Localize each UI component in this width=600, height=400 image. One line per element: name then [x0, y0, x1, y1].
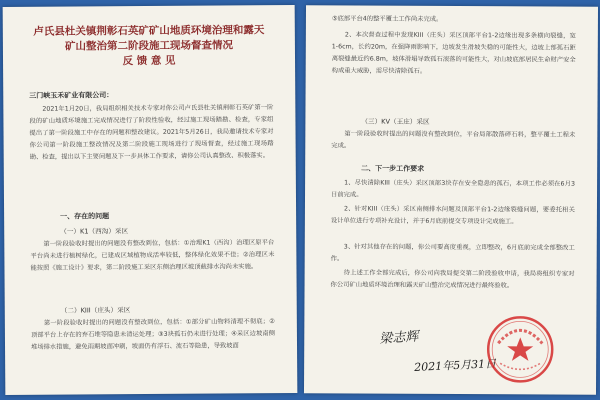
requirement-1: 1、尽快清除KIII（庄头）采区顶部3块存在安全隐患的孤石，本项工作必须在6月3日前完成。 — [331, 179, 576, 199]
intro-paragraph: 2021年1月20日，我局组织相关技术专家对你公司卢氏县杜关镇荆彰石英矿第一阶段的矿山地质环境施工完成情况进行了阶段性验收，经过施工现场踏勘、检查，专家组提出了第一阶段施工中存在的问题和整改建议。2021年5月26日，我局邀请技术专家对你公司第一阶段施工整改情况及第二阶段施工现场进行了现场督查，经过施工现场踏勘、检查，提出以下主要问题及下一步具体工作要求，请你公司认真整改、积极落实。 — [29, 104, 274, 161]
continued-paragraph: ⑤底部平台4的整平覆土工作尚未完成。 — [331, 15, 443, 23]
title-line-3: 反 馈 意 见 — [122, 54, 176, 68]
recipient-line: 三门峡玉禾矿业有限公司： — [29, 91, 114, 100]
signature-block — [304, 320, 596, 395]
subsection-heading-k3: （二）KIII（庄头）采区 — [60, 306, 131, 315]
handwritten-date: 2021年5月31日 — [413, 357, 497, 374]
k3-issues-paragraph: 第一阶段验收时提出的问题没有整改到位，包括：①部分矿山物料清理不彻底；②顶部平台上存在的弃石堆等隐患未清运处理；③3块孤石仍未进行处理；④采区边坡南侧堆场排水措施，避免雨期坡面冲刷，坡面仍有浮石、流石等隐患，导致坡面 — [30, 318, 275, 351]
requirement-2: 2、针对KIII（庄头）采区南侧排水问题及顶部平台1-2边缘裂缝问题，要委托相关设计单位进行专项补充设计，并于6月底前提交专项设计完成施工。 — [330, 205, 575, 226]
subsection-heading-kv: （三）KV（王庄）采区 — [361, 117, 430, 126]
section-heading-issues: 一、存在的问题 — [60, 212, 110, 221]
handwritten-signature: 梁志辉 — [378, 329, 419, 347]
title-line-1: 卢氏县杜关镇荆彰石英矿矿山地质环境治理和露天 — [33, 24, 265, 38]
k1-issues-paragraph: 第一阶段验收时提出的问题没有整改到位，包括：①治理K1（西沟）治理区原平台平台尚未进行植树绿化，已建成区域植物成活率较低，整体绿化效果不佳；②治理区未能按照《施工设计》要求，第二阶段施工采区东侧治理区坡顶截排水沟尚未实施。 — [30, 239, 275, 272]
subsection-heading-k1: （一）K1（西沟）采区 — [60, 227, 129, 236]
title-line-2: 矿山整治第二阶段施工现场督查情况 — [64, 39, 233, 53]
crack-issue-paragraph: 2、本次督查过程中发现KIII（庄头）采区顶部平台1-2边缘出现多条横向裂缝，宽1-6cm，长约20m，在强降雨影响下，边坡发生滑坡失稳的可能性大，边坡上部孤石距离裂缝最近约6.8m，坡体滑塌导致孤石滚落的可能性大，对山坡底部居民生命财产安全构成重大威胁，需尽快清除孤石。 — [331, 31, 576, 75]
requirement-3: 3、针对其他存在的问题，你公司要高度重视，立即整改，6月底前完成全部整改工作。 — [330, 243, 575, 263]
kv-issues-paragraph: 第一阶段验收时提出的问题没有整改到位，平台局部散落碎石料，整平覆土工程未完成。 — [331, 130, 576, 150]
document-page-left — [3, 5, 298, 395]
document-title — [3, 23, 295, 70]
official-seal-icon — [484, 313, 556, 385]
section-heading-next-steps: 二、下一步工作要求 — [361, 164, 425, 173]
document-page-right — [304, 5, 598, 395]
closing-paragraph: 待上述工作全部完成后，你公司向我局提交第二阶段验收申请，我局将组织专家对你公司矿山地质环境治理和露天矿山整治完成情况进行最终验收。 — [330, 269, 575, 290]
